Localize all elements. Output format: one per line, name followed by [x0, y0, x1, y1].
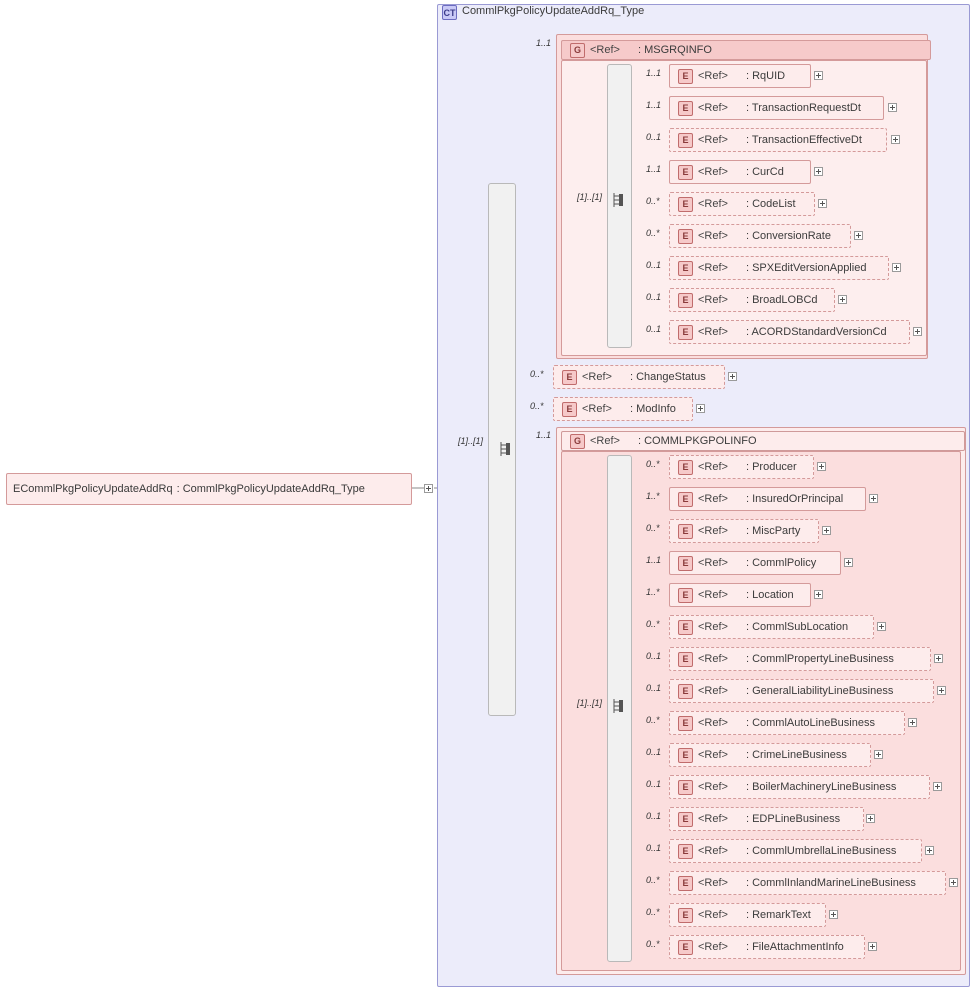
expander-plus-icon[interactable]: [817, 462, 826, 471]
child-multiplicity: 0..1: [646, 651, 662, 661]
element-name-label: : InsuredOrPrincipal: [745, 493, 844, 505]
element-badge: E: [678, 133, 693, 148]
element-node-generalliabilitylinebusiness[interactable]: [669, 679, 934, 703]
element-badge: E: [678, 492, 693, 507]
element-node-commlpropertylinebusiness[interactable]: [669, 647, 931, 671]
root-expander-plus-icon[interactable]: [424, 484, 433, 493]
element-name-label: : CurCd: [745, 166, 784, 178]
element-name-label: : CodeList: [745, 198, 796, 210]
element-ref-label: <Ref>: [698, 845, 728, 857]
ct-badge: CT: [442, 5, 457, 20]
element-ref-label: <Ref>: [698, 685, 728, 697]
root-element-name: CommlPkgPolicyUpdateAddRq: [20, 483, 173, 495]
group-badge: G: [570, 434, 585, 449]
expander-plus-icon[interactable]: [822, 526, 831, 535]
element-name-label: : SPXEditVersionApplied: [745, 262, 867, 274]
element-badge: E: [678, 684, 693, 699]
child-multiplicity: 0..*: [646, 939, 660, 949]
element-name-label: : ChangeStatus: [629, 371, 706, 383]
complextype-header: [442, 5, 692, 20]
expander-plus-icon[interactable]: [814, 71, 823, 80]
child-multiplicity: 0..1: [646, 779, 662, 789]
child-multiplicity: 1..*: [646, 587, 660, 597]
element-ref-label: <Ref>: [698, 230, 728, 242]
element-badge: E: [678, 620, 693, 635]
element-name-label: : CrimeLineBusiness: [745, 749, 847, 761]
root-element-type: : CommlPkgPolicyUpdateAddRq_Type: [176, 483, 365, 495]
child-multiplicity: 0..*: [646, 196, 660, 206]
element-name-label: : GeneralLiabilityLineBusiness: [745, 685, 894, 697]
element-name-label: : CommlPolicy: [745, 557, 817, 569]
element-ref-label: <Ref>: [698, 525, 728, 537]
group-name-label: : MSGRQINFO: [637, 44, 712, 56]
element-ref-label: <Ref>: [698, 877, 728, 889]
child-multiplicity: 0..1: [646, 683, 662, 693]
root-element-node[interactable]: [6, 473, 412, 505]
group-sequence-multiplicity-commlpkgpolinfo: [1]..[1]: [577, 698, 603, 708]
element-ref-label: <Ref>: [582, 371, 612, 383]
element-badge: E: [678, 556, 693, 571]
expander-plus-icon[interactable]: [696, 404, 705, 413]
element-name-label: : BoilerMachineryLineBusiness: [745, 781, 897, 793]
element-ref-label: <Ref>: [698, 262, 728, 274]
element-node-spxeditversionapplied[interactable]: [669, 256, 889, 280]
element-badge: E: [678, 460, 693, 475]
element-badge: E: [678, 101, 693, 116]
group-ref-label: <Ref>: [590, 44, 620, 56]
sequence-icon: [613, 697, 629, 715]
child-multiplicity: 0..1: [646, 747, 662, 757]
element-multiplicity-modinfo: 0..*: [530, 401, 544, 411]
element-name-label: : RqUID: [745, 70, 786, 82]
element-name-label: : Location: [745, 589, 794, 601]
child-multiplicity: 0..*: [646, 715, 660, 725]
element-name-label: : CommlAutoLineBusiness: [745, 717, 875, 729]
element-node-transactioneffectivedt[interactable]: [669, 128, 887, 152]
expander-plus-icon[interactable]: [933, 782, 942, 791]
element-badge: E: [678, 940, 693, 955]
element-node-changestatus[interactable]: [553, 365, 725, 389]
expander-plus-icon[interactable]: [868, 942, 877, 951]
element-node-broadlobcd[interactable]: [669, 288, 835, 312]
element-badge: E: [678, 197, 693, 212]
group-badge: G: [570, 43, 585, 58]
child-multiplicity: 1..1: [646, 68, 662, 78]
child-multiplicity: 0..*: [646, 459, 660, 469]
element-ref-label: <Ref>: [698, 166, 728, 178]
root-sequence-multiplicity: [1]..[1]: [458, 436, 484, 446]
element-badge: E: [678, 844, 693, 859]
element-name-label: : Producer: [745, 461, 797, 473]
sequence-icon: [500, 440, 516, 458]
element-node-commlpolicy[interactable]: [669, 551, 841, 575]
element-node-curcd[interactable]: [669, 160, 811, 184]
element-node-insuredorprincipal[interactable]: [669, 487, 866, 511]
element-node-boilermachinerylinebusiness[interactable]: [669, 775, 930, 799]
element-node-location[interactable]: [669, 583, 811, 607]
element-badge: E: [678, 69, 693, 84]
element-node-commlinlandmarinelinebusiness[interactable]: [669, 871, 946, 895]
child-multiplicity: 0..*: [646, 875, 660, 885]
element-node-rquid[interactable]: [669, 64, 811, 88]
child-multiplicity: 0..1: [646, 132, 662, 142]
expander-plus-icon[interactable]: [844, 558, 853, 567]
element-ref-label: <Ref>: [582, 403, 612, 415]
group-node-commlpkgpolinfo[interactable]: [561, 431, 965, 451]
expander-plus-icon[interactable]: [814, 167, 823, 176]
element-badge: E: [678, 293, 693, 308]
element-badge: E: [678, 716, 693, 731]
expander-plus-icon[interactable]: [874, 750, 883, 759]
element-badge: E: [678, 325, 693, 340]
element-node-conversionrate[interactable]: [669, 224, 851, 248]
sequence-icon: [613, 191, 629, 209]
element-ref-label: <Ref>: [698, 653, 728, 665]
element-name-label: : ConversionRate: [745, 230, 831, 242]
expander-plus-icon[interactable]: [829, 910, 838, 919]
expander-plus-icon[interactable]: [891, 135, 900, 144]
element-node-commlumbrellalinebusiness[interactable]: [669, 839, 922, 863]
element-ref-label: <Ref>: [698, 621, 728, 633]
element-ref-label: <Ref>: [698, 813, 728, 825]
element-node-commlautolinebusiness[interactable]: [669, 711, 905, 735]
element-name-label: : CommlInlandMarineLineBusiness: [745, 877, 916, 889]
element-ref-label: <Ref>: [698, 749, 728, 761]
element-ref-label: <Ref>: [698, 589, 728, 601]
element-node-remarktext[interactable]: [669, 903, 826, 927]
expander-plus-icon[interactable]: [949, 878, 958, 887]
element-node-commlsublocation[interactable]: [669, 615, 874, 639]
element-node-fileattachmentinfo[interactable]: [669, 935, 865, 959]
expander-plus-icon[interactable]: [818, 199, 827, 208]
element-ref-label: <Ref>: [698, 134, 728, 146]
child-multiplicity: 0..*: [646, 228, 660, 238]
ct-label: CommlPkgPolicyUpdateAddRq_Type: [462, 5, 645, 17]
expander-plus-icon[interactable]: [869, 494, 878, 503]
element-badge: E: [678, 524, 693, 539]
expander-plus-icon[interactable]: [728, 372, 737, 381]
expander-plus-icon[interactable]: [877, 622, 886, 631]
child-multiplicity: 0..1: [646, 292, 662, 302]
element-name-label: : FileAttachmentInfo: [745, 941, 844, 953]
element-name-label: : ModInfo: [629, 403, 676, 415]
element-name-label: : RemarkText: [745, 909, 811, 921]
element-badge: E: [678, 588, 693, 603]
element-node-producer[interactable]: [669, 455, 814, 479]
element-name-label: : CommlSubLocation: [745, 621, 849, 633]
element-badge: E: [678, 812, 693, 827]
expander-plus-icon[interactable]: [866, 814, 875, 823]
element-badge: E: [13, 483, 21, 495]
expander-plus-icon[interactable]: [908, 718, 917, 727]
child-multiplicity: 1..1: [646, 100, 662, 110]
expander-plus-icon[interactable]: [934, 654, 943, 663]
element-badge: E: [678, 876, 693, 891]
expander-plus-icon[interactable]: [814, 590, 823, 599]
element-ref-label: <Ref>: [698, 326, 728, 338]
expander-plus-icon[interactable]: [888, 103, 897, 112]
element-ref-label: <Ref>: [698, 941, 728, 953]
element-ref-label: <Ref>: [698, 70, 728, 82]
element-node-modinfo[interactable]: [553, 397, 693, 421]
group-sequence-multiplicity-msgrqinfo: [1]..[1]: [577, 192, 603, 202]
group-node-msgrqinfo[interactable]: [561, 40, 931, 60]
element-node-edplinebusiness[interactable]: [669, 807, 864, 831]
element-node-transactionrequestdt[interactable]: [669, 96, 884, 120]
element-name-label: : EDPLineBusiness: [745, 813, 841, 825]
expander-plus-icon[interactable]: [854, 231, 863, 240]
group-multiplicity-commlpkgpolinfo: 1..1: [536, 430, 552, 440]
group-multiplicity-msgrqinfo: 1..1: [536, 38, 552, 48]
child-multiplicity: 0..1: [646, 811, 662, 821]
element-name-label: : TransactionRequestDt: [745, 102, 861, 114]
element-ref-label: <Ref>: [698, 198, 728, 210]
child-multiplicity: 0..*: [646, 907, 660, 917]
element-badge: E: [678, 908, 693, 923]
expander-plus-icon[interactable]: [925, 846, 934, 855]
child-multiplicity: 0..1: [646, 843, 662, 853]
child-multiplicity: 0..*: [646, 523, 660, 533]
child-multiplicity: 1..*: [646, 491, 660, 501]
element-name-label: : CommlUmbrellaLineBusiness: [745, 845, 897, 857]
element-badge: E: [678, 748, 693, 763]
element-name-label: : CommlPropertyLineBusiness: [745, 653, 894, 665]
element-ref-label: <Ref>: [698, 294, 728, 306]
element-name-label: : BroadLOBCd: [745, 294, 818, 306]
element-badge: E: [678, 165, 693, 180]
expander-plus-icon[interactable]: [937, 686, 946, 695]
element-name-label: : ACORDStandardVersionCd: [745, 326, 887, 338]
element-ref-label: <Ref>: [698, 717, 728, 729]
element-ref-label: <Ref>: [698, 493, 728, 505]
element-badge: E: [678, 652, 693, 667]
element-node-miscparty[interactable]: [669, 519, 819, 543]
group-name-label: : COMMLPKGPOLINFO: [637, 435, 757, 447]
child-multiplicity: 0..*: [646, 619, 660, 629]
element-badge: E: [562, 370, 577, 385]
element-node-acordstandardversioncd[interactable]: [669, 320, 910, 344]
element-ref-label: <Ref>: [698, 557, 728, 569]
child-multiplicity: 1..1: [646, 555, 662, 565]
expander-plus-icon[interactable]: [913, 327, 922, 336]
child-multiplicity: 1..1: [646, 164, 662, 174]
expander-plus-icon[interactable]: [838, 295, 847, 304]
element-ref-label: <Ref>: [698, 781, 728, 793]
group-ref-label: <Ref>: [590, 435, 620, 447]
element-node-crimelinebusiness[interactable]: [669, 743, 871, 767]
element-badge: E: [678, 780, 693, 795]
element-ref-label: <Ref>: [698, 102, 728, 114]
child-multiplicity: 0..1: [646, 260, 662, 270]
element-badge: E: [678, 261, 693, 276]
element-ref-label: <Ref>: [698, 909, 728, 921]
element-node-codelist[interactable]: [669, 192, 815, 216]
element-name-label: : MiscParty: [745, 525, 801, 537]
element-name-label: : TransactionEffectiveDt: [745, 134, 862, 146]
expander-plus-icon[interactable]: [892, 263, 901, 272]
element-badge: E: [562, 402, 577, 417]
element-multiplicity-changestatus: 0..*: [530, 369, 544, 379]
element-badge: E: [678, 229, 693, 244]
child-multiplicity: 0..1: [646, 324, 662, 334]
element-ref-label: <Ref>: [698, 461, 728, 473]
